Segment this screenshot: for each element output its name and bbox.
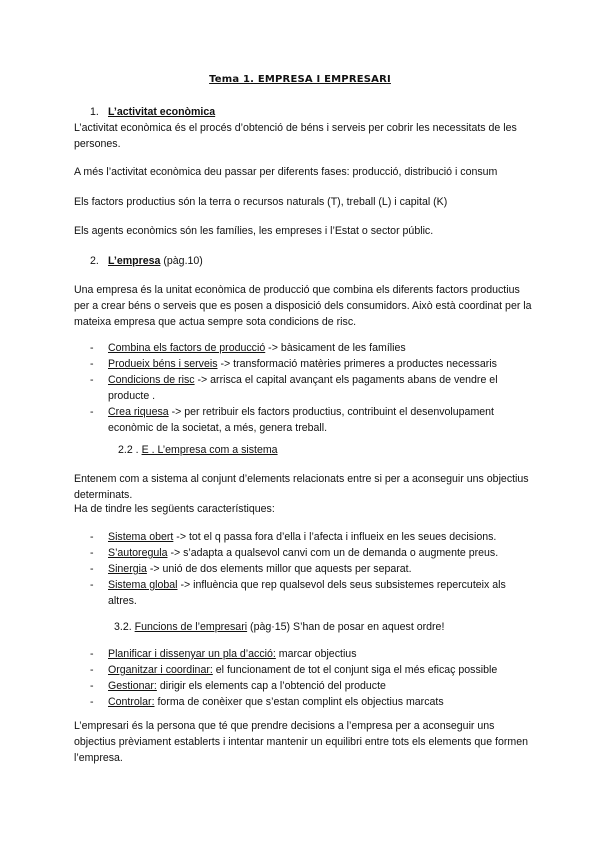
section-2-heading-line (108, 253, 203, 269)
bullet-term: Produeix béns i serveis (108, 358, 218, 370)
list-item: - Produeix béns i serveis -> transformació matèries primeres a productes necessaris (90, 358, 497, 370)
bullet-text: -> s’adapta a qualsevol canvi com un de demanda o augmente preus. (167, 547, 499, 559)
section-1-heading: L’activitat econòmica (108, 106, 216, 118)
bullet-term: Crea riquesa (108, 406, 169, 418)
bullet-term: Planificar i dissenyar un pla d’acció: (108, 648, 276, 660)
bullet-term: Sinergia (108, 563, 147, 575)
bullet-term: Combina els factors de producció (108, 342, 266, 354)
bullet-text: -> influència que rep qualsevol dels seus subsistemes repercuteix als altres. (108, 579, 506, 607)
bullet-text: -> arrisca el capital avançant els pagaments abans de vendre el producte . (108, 374, 498, 402)
bullet-term: Organitzar i coordinar: (108, 664, 213, 676)
bullet-text: -> bàsicament de les famílies (265, 342, 406, 354)
list-item: - Condicions de risc -> arrisca el capital avançant els pagaments abans de vendre el producte . (90, 374, 498, 402)
section-2-paragraph: Una empresa és la unitat econòmica de producció que combina els diferents factors productius per a crear béns o serveis que es posen a disposició dels consumidors. Això està coordinat per la mateixa empresa que actua sempre sota condicions de risc. (74, 284, 532, 328)
bullet-term: Condicions de risc (108, 374, 195, 386)
section-3-2-heading-line (114, 619, 444, 635)
section-2-page-ref: (pàg.10) (160, 255, 203, 267)
bullet-term: Sistema global (108, 579, 178, 591)
bullet-text: -> transformació matèries primeres a productes necessaris (217, 358, 497, 370)
section-1-paragraph: Els factors productius són la terra o recursos naturals (T), treball (L) i capital (K) (74, 196, 448, 208)
section-1-paragraph: L’activitat econòmica és el procés d’obtenció de béns i serveis per cobrir les necessitats de les persones. (74, 122, 517, 150)
section-2-2-paragraph: Entenem com a sistema al conjunt d’elements relacionats entre si per a aconseguir uns objectius determinats. (74, 473, 529, 501)
section-2-heading: L’empresa (108, 255, 161, 267)
bullet-term: Controlar: (108, 696, 155, 708)
list-item: - Gestionar: dirigir els elements cap a l’obtenció del producte (90, 680, 386, 692)
bullet-term: Gestionar: (108, 680, 157, 692)
section-2-2-bullet-list (90, 529, 530, 609)
section-1-number: 1. (90, 106, 99, 118)
bullet-text: forma de conèixer que s’estan complint els objectius marcats (154, 696, 444, 708)
section-2-2-heading-line (118, 442, 278, 458)
section-3-2-prefix: 3.2. (114, 621, 135, 633)
bullet-text: -> unió de dos elements millor que aquests per separat. (146, 563, 412, 575)
list-item: - Combina els factors de producció -> bàsicament de les famílies (90, 342, 406, 354)
list-item: - Sinergia -> unió de dos elements millor que aquests per separat. (90, 563, 412, 575)
page-title: Tema 1. EMPRESA I EMPRESARI (209, 74, 391, 85)
section-3-2-bullet-list (90, 646, 530, 710)
section-3-2-paragraph: L’empresari és la persona que té que prendre decisions a l’empresa per a aconseguir uns objectius prèviament establerts i intentar mantenir un equilibri entre tots els elements que formen l’empresa. (74, 720, 529, 764)
list-item: - Sistema global -> influència que rep qualsevol dels seus subsistemes repercuteix als altres. (90, 579, 506, 607)
section-2-bullet-list (90, 340, 530, 436)
bullet-text: dirigir els elements cap a l’obtenció del producte (156, 680, 386, 692)
bullet-term: S’autoregula (108, 547, 168, 559)
bullet-text: -> tot el q passa fora d’ella i l’afecta i influeix en les seues decisions. (173, 531, 497, 543)
list-item: - Controlar: forma de conèixer que s’estan complint els objectius marcats (90, 696, 444, 708)
bullet-text: -> per retribuir els factors productius, contribuint el desenvolupament econòmic de la societat, a més, genera treball. (108, 406, 494, 434)
bullet-text: el funcionament de tot el conjunt siga el més eficaç possible (212, 664, 498, 676)
list-item: - Organitzar i coordinar: el funcionament de tot el conjunt siga el més eficaç possible (90, 664, 498, 676)
section-2-2-heading: E . L’empresa com a sistema (141, 444, 278, 456)
list-item: - S’autoregula -> s’adapta a qualsevol canvi com un de demanda o augmente preus. (90, 547, 499, 559)
section-1-paragraph: Els agents econòmics són les famílies, les empreses i l’Estat o sector públic. (74, 225, 434, 237)
section-2-2-prefix: 2.2 . (118, 444, 142, 456)
section-3-2-heading: Funcions de l’empresari (134, 621, 248, 633)
section-2-number: 2. (90, 255, 99, 267)
bullet-text: marcar objectius (275, 648, 357, 660)
list-item: - Crea riquesa -> per retribuir els factors productius, contribuint el desenvolupament econòmic de la societat, a més, genera treball. (90, 406, 494, 434)
list-item: - Sistema obert -> tot el q passa fora d’ella i l’afecta i influeix en les seues decisions. (90, 531, 497, 543)
section-3-2-note: (pàg·15) S’han de posar en aquest ordre! (247, 621, 445, 633)
list-item: - Planificar i dissenyar un pla d’acció: marcar objectius (90, 648, 357, 660)
section-2-2-paragraph-2: Ha de tindre les següents característiques: (74, 503, 275, 515)
bullet-term: Sistema obert (108, 531, 174, 543)
section-1-paragraph: A més l’activitat econòmica deu passar per diferents fases: producció, distribució i consum (74, 166, 498, 178)
